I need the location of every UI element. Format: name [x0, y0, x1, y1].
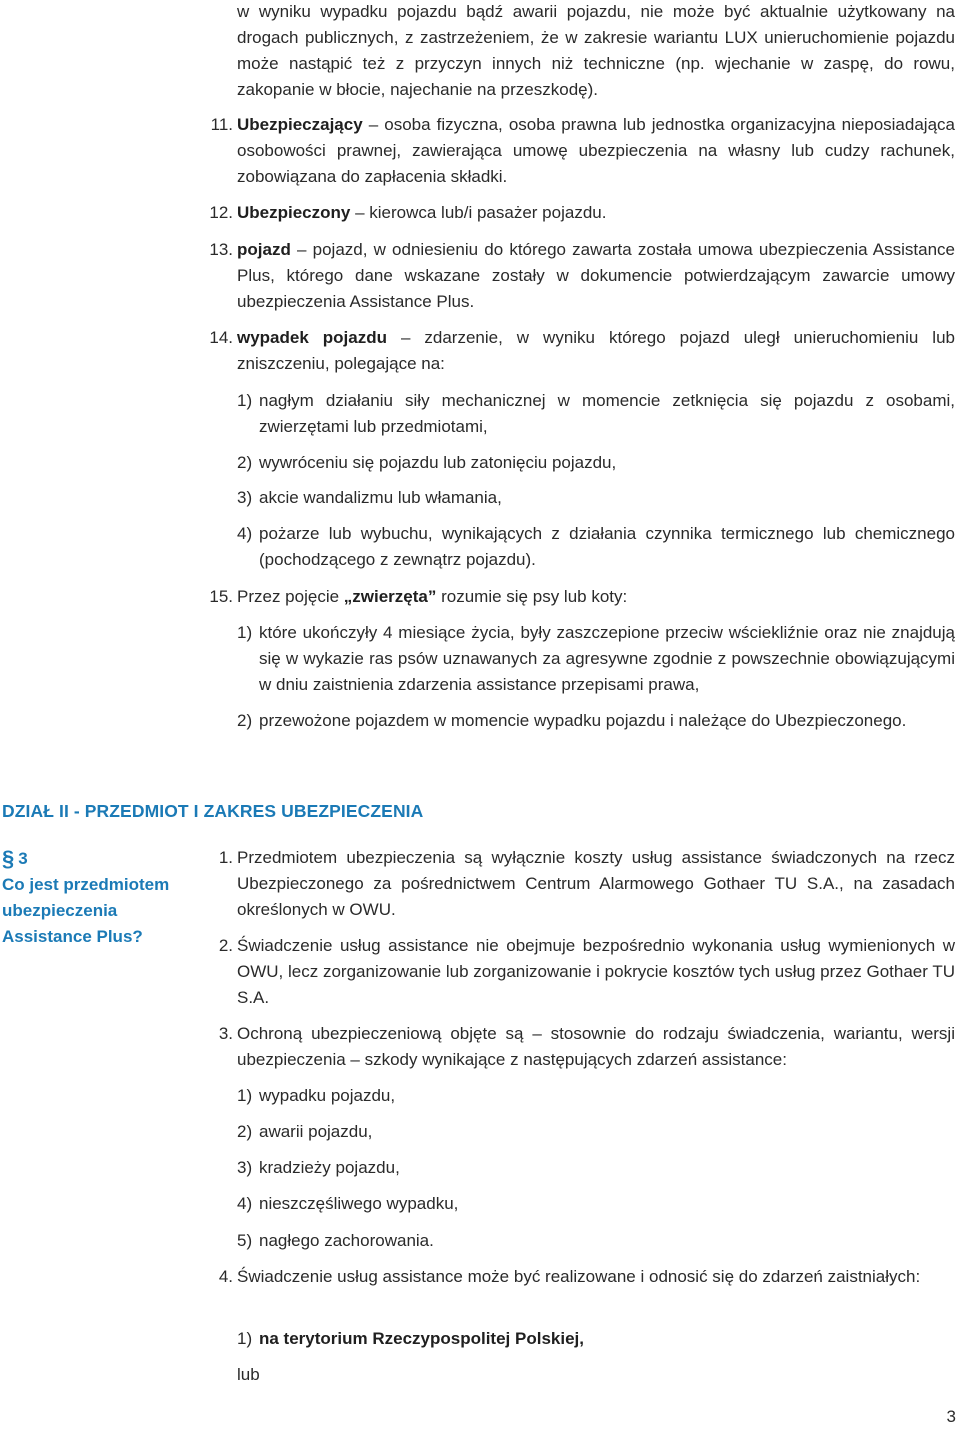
definition-text: – osoba fizyczna, osoba prawna lub jednostka organizacyjna nieposiadająca osobowości prawnej, zawierająca umowę ubezpieczenia na własny lub cudzy rachunek, zobowiązana do zapłacenia składki. — [237, 115, 955, 186]
definition-term: Ubezpieczony — [237, 203, 351, 222]
clause-text: Świadczenie usług assistance nie obejmuje bezpośrednio wykonania usług wymienionych w OWU, lecz zorganizowanie lub zorganizowanie i pokrycie kosztów tych usług przez Gothaer TU S.A. — [237, 936, 955, 1007]
list-item-number: 1) — [237, 1086, 253, 1105]
definition-text: rozumie się psy lub koty: — [436, 587, 628, 606]
definition-number: 13. — [209, 240, 233, 259]
definition-text: – kierowca lub/i pasażer pojazdu. — [350, 203, 607, 222]
definition-11 — [237, 112, 955, 190]
list-item-number: 3) — [237, 1158, 253, 1177]
list-item-number: 3) — [237, 488, 253, 507]
list-item: wypadku pojazdu, — [259, 1086, 396, 1105]
connector-text: lub — [237, 1365, 260, 1384]
paragraph-marker — [2, 846, 192, 872]
list-item-number: 4) — [237, 1194, 253, 1213]
list-item: nagłego zachorowania. — [259, 1231, 434, 1250]
definition-number: 12. — [209, 203, 233, 222]
clause-number: 2. — [218, 936, 233, 955]
list-item-number: 1) — [237, 623, 253, 642]
list-item: pożarze lub wybuchu, wynikających z działania czynnika termicznego lub chemicznego (pochodzącego z zewnątrz pojazdu). — [259, 524, 955, 569]
list-item-number: 2) — [237, 711, 253, 730]
section-heading: DZIAŁ II - PRZEDMIOT I ZAKRES UBEZPIECZENIA — [2, 801, 424, 821]
list-item: nieszczęśliwego wypadku, — [259, 1194, 459, 1213]
list-item-number: 1) — [237, 1329, 253, 1348]
list-item-number: 5) — [237, 1231, 253, 1250]
paragraph-question: Co jest przedmiotem ubezpieczenia Assistance Plus? — [2, 875, 170, 946]
clause-text: Ochroną ubezpieczeniową objęte są – stosownie do rodzaju świadczenia, wariantu, wersji ubezpieczenia – szkody wynikające z następujących zdarzeń assistance: — [237, 1024, 955, 1069]
clause-number: 3. — [218, 1024, 233, 1043]
list-item: akcie wandalizmu lub włamania, — [259, 488, 502, 507]
definition-13 — [237, 237, 955, 315]
page-number: 3 — [946, 1407, 956, 1426]
definition-14 — [237, 325, 955, 377]
definition-number: 14. — [209, 328, 233, 347]
list-item: awarii pojazdu, — [259, 1122, 373, 1141]
definition-number: 15. — [209, 587, 233, 606]
paragraph-sign-icon: § — [2, 846, 15, 871]
territory-term: na terytorium Rzeczypospolitej Polskiej, — [259, 1329, 584, 1348]
continued-paragraph: w wyniku wypadku pojazdu bądź awarii pojazdu, nie może być aktualnie użytkowany na drogach publicznych, z zastrzeżeniem, że w zakresie wariantu LUX unieruchomienie pojazdu może nastąpić też z przyczyn innych niż techniczne (np. wjechanie w zaspę, do rowu, zakopanie w błocie, najechanie na przeszkodę). — [237, 2, 955, 99]
list-item-number: 4) — [237, 524, 253, 543]
definition-text: Przez pojęcie — [237, 587, 344, 606]
paragraph-number: 3 — [18, 849, 28, 868]
definition-12 — [237, 200, 955, 226]
list-item: wywróceniu się pojazdu lub zatonięciu pojazdu, — [259, 453, 617, 472]
clause-number: 4. — [218, 1267, 233, 1286]
clause-number: 1. — [218, 848, 233, 867]
list-item: które ukończyły 4 miesiące życia, były zaszczepione przeciw wściekliźnie oraz nie znajdują się w wykazie ras psów uznawanych za agresywne zgodnie z powszechnie obowiązującymi w dniu zaistnienia zdarzenia assistance przepisami prawa, — [259, 623, 955, 694]
definition-number: 11. — [210, 115, 233, 134]
definition-term: pojazd — [237, 240, 291, 259]
definition-text: – zdarzenie, w wyniku którego pojazd uległ unieruchomieniu lub zniszczeniu, polegające na: — [237, 328, 955, 373]
list-item-number: 2) — [237, 453, 253, 472]
clause-text: Przedmiotem ubezpieczenia są wyłącznie koszty usług assistance świadczonych na rzecz Ubezpieczonego za pośrednictwem Centrum Alarmowego Gothaer TU S.A., na zasadach określonych w OWU. — [237, 848, 955, 919]
list-item: nagłym działaniu siły mechanicznej w momencie zetknięcia się pojazdu z osobami, zwierzętami lub przedmiotami, — [259, 391, 955, 436]
clause-text: Świadczenie usług assistance może być realizowane i odnosić się do zdarzeń zaistniałych: — [237, 1267, 921, 1286]
paragraph-sidebar — [2, 846, 192, 950]
list-item: przewożone pojazdem w momencie wypadku pojazdu i należące do Ubezpieczonego. — [259, 711, 907, 730]
list-item: kradzieży pojazdu, — [259, 1158, 400, 1177]
list-item — [259, 1326, 955, 1352]
definition-term: wypadek pojazdu — [237, 328, 387, 347]
definition-term: „zwierzęta” — [343, 587, 437, 606]
list-item-number: 2) — [237, 1122, 253, 1141]
list-item-number: 1) — [237, 391, 253, 410]
definition-term: Ubezpieczający — [237, 115, 363, 134]
definition-15 — [237, 584, 955, 610]
definition-text: – pojazd, w odniesieniu do którego zawarta została umowa ubezpieczenia Assistance Plus, którego dane wskazane zostały w dokumencie potwierdzającym zawarcie umowy ubezpieczenia Assistance Plus. — [237, 240, 955, 311]
